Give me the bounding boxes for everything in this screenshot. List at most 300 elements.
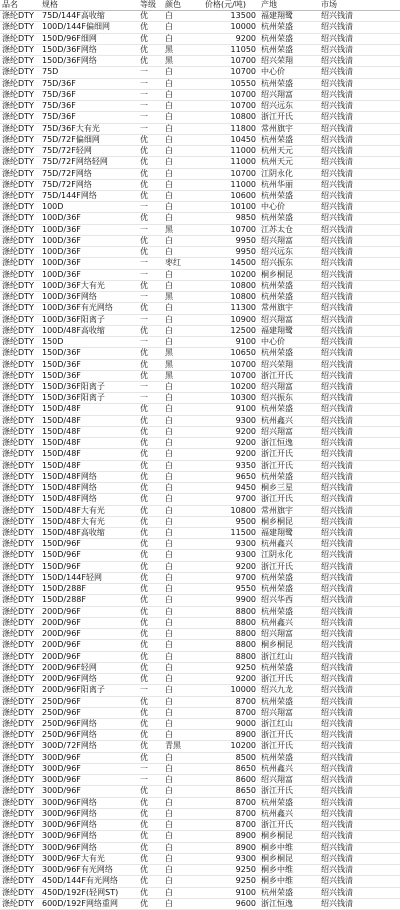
cell-price: 10600 [203,190,259,201]
cell-price: 9450 [203,483,259,494]
table-row [0,483,400,494]
cell-price: 10800 [203,505,259,516]
cell-color: 黑 [163,44,203,55]
header-price: 价格(元/吨) [203,0,259,11]
cell-market: 绍兴钱清 [319,202,400,213]
cell-market: 绍兴钱清 [319,606,400,617]
cell-origin: 绍兴翔富 [259,89,319,100]
cell-grade: 优 [138,11,163,22]
cell-grade: 一 [138,775,163,786]
cell-product: 涤纶DTY [0,303,40,314]
cell-spec: 75D [40,67,138,78]
cell-grade: 优 [138,516,163,527]
table-row [0,146,400,157]
cell-color: 白 [163,325,203,336]
cell-market: 绍兴钱清 [319,438,400,449]
cell-spec: 100D/36F网络 [40,292,138,303]
cell-grade: 优 [138,752,163,763]
cell-product: 涤纶DTY [0,292,40,303]
cell-market: 绍兴钱清 [319,157,400,168]
cell-origin: 杭州荣盛 [259,280,319,291]
cell-spec: 200D/96F [40,606,138,617]
cell-grade: 优 [138,56,163,67]
cell-spec: 100D/36F大有光 [40,280,138,291]
cell-spec: 200D/96F网络 [40,674,138,685]
table-row [0,741,400,752]
cell-origin: 绍兴翔富 [259,314,319,325]
cell-price: 10700 [203,224,259,235]
cell-color: 白 [163,269,203,280]
table-row [0,763,400,774]
cell-grade: 优 [138,842,163,853]
cell-market: 绍兴钱清 [319,449,400,460]
table-row [0,516,400,527]
cell-color: 白 [163,168,203,179]
cell-price: 11000 [203,179,259,190]
cell-spec: 150D/36F阳离子 [40,381,138,392]
cell-grade: 优 [138,730,163,741]
table-row [0,56,400,67]
cell-color: 白 [163,763,203,774]
cell-price: 9000 [203,719,259,730]
table-row [0,550,400,561]
cell-spec: 100D/36F [40,269,138,280]
cell-origin: 桐乡桐昆 [259,640,319,651]
cell-market: 绍兴钱清 [319,528,400,539]
cell-price: 11000 [203,146,259,157]
cell-color: 白 [163,337,203,348]
cell-market: 绍兴钱清 [319,629,400,640]
cell-spec: 75D/36F [40,89,138,100]
cell-market: 绍兴钱清 [319,876,400,887]
table-row [0,247,400,258]
cell-color: 白 [163,674,203,685]
cell-price: 9900 [203,595,259,606]
cell-spec: 300D/96F网络 [40,842,138,853]
cell-spec: 150D/96F [40,539,138,550]
cell-origin: 中心价 [259,337,319,348]
cell-market: 绍兴钱清 [319,808,400,819]
cell-origin: 绍兴九龙 [259,685,319,696]
cell-grade: 一 [138,393,163,404]
cell-spec: 75D/36F [40,78,138,89]
cell-spec: 300D/72F网络 [40,741,138,752]
cell-product: 涤纶DTY [0,528,40,539]
cell-grade: 优 [138,134,163,145]
table-row [0,134,400,145]
cell-product: 涤纶DTY [0,314,40,325]
table-row [0,505,400,516]
table-row [0,213,400,224]
cell-market: 绍兴钱清 [319,393,400,404]
cell-color: 白 [163,146,203,157]
cell-price: 10800 [203,292,259,303]
cell-price: 9300 [203,853,259,864]
table-row [0,853,400,864]
table-row [0,707,400,718]
cell-color: 白 [163,730,203,741]
cell-spec: 150D/48F网络 [40,494,138,505]
cell-color: 白 [163,494,203,505]
cell-grade: 一 [138,123,163,134]
cell-grade: 优 [138,820,163,831]
table-row [0,393,400,404]
cell-spec: 75D/36F [40,101,138,112]
cell-product: 涤纶DTY [0,247,40,258]
cell-product: 涤纶DTY [0,134,40,145]
cell-spec: 250D/96F [40,696,138,707]
table-row [0,179,400,190]
cell-origin: 杭州鑫兴 [259,539,319,550]
cell-color: 白 [163,280,203,291]
cell-price: 10450 [203,134,259,145]
cell-spec: 75D/72F网络 [40,179,138,190]
cell-price: 10700 [203,359,259,370]
cell-price: 9700 [203,494,259,505]
cell-color: 白 [163,426,203,437]
cell-grade: 优 [138,190,163,201]
table-row [0,348,400,359]
cell-origin: 绍兴远东 [259,247,319,258]
cell-product: 涤纶DTY [0,415,40,426]
cell-product: 涤纶DTY [0,190,40,201]
cell-product: 涤纶DTY [0,146,40,157]
cell-origin: 浙江开氏 [259,449,319,460]
cell-grade: 一 [138,763,163,774]
cell-price: 9700 [203,572,259,583]
cell-price: 8900 [203,842,259,853]
cell-grade: 优 [138,359,163,370]
cell-market: 绍兴钱清 [319,752,400,763]
header-spec: 规格 [40,0,138,11]
cell-spec: 100D/36F [40,235,138,246]
cell-product: 涤纶DTY [0,584,40,595]
cell-price: 10800 [203,112,259,123]
cell-spec: 150D/288F [40,584,138,595]
cell-spec: 100D/36F [40,213,138,224]
cell-grade: 优 [138,876,163,887]
cell-grade: 优 [138,325,163,336]
cell-color: 枣红 [163,258,203,269]
cell-price: 11050 [203,44,259,55]
cell-market: 绍兴钱清 [319,550,400,561]
cell-price: 9650 [203,471,259,482]
cell-spec: 250D/96F网络 [40,730,138,741]
cell-price: 9100 [203,337,259,348]
cell-grade: 优 [138,370,163,381]
cell-origin: 福建翔鹭 [259,528,319,539]
cell-product: 涤纶DTY [0,853,40,864]
cell-product: 涤纶DTY [0,797,40,808]
cell-market: 绍兴钱清 [319,33,400,44]
cell-product: 涤纶DTY [0,662,40,673]
cell-spec: 300D/96F网络 [40,808,138,819]
cell-grade: 优 [138,786,163,797]
cell-product: 涤纶DTY [0,707,40,718]
table-row [0,662,400,673]
cell-origin: 绍兴荣翔 [259,359,319,370]
cell-spec: 150D/96F [40,550,138,561]
cell-color: 白 [163,662,203,673]
cell-origin: 绍兴翔富 [259,426,319,437]
cell-origin: 常州旗宇 [259,123,319,134]
cell-origin: 桐乡中维 [259,865,319,876]
cell-product: 涤纶DTY [0,516,40,527]
cell-color: 白 [163,572,203,583]
cell-origin: 绍兴翔富 [259,629,319,640]
cell-market: 绍兴钱清 [319,494,400,505]
cell-product: 涤纶DTY [0,359,40,370]
cell-market: 绍兴钱清 [319,898,400,909]
cell-product: 涤纶DTY [0,471,40,482]
cell-grade: 一 [138,89,163,100]
table-row [0,438,400,449]
cell-price: 9200 [203,449,259,460]
cell-origin: 杭州荣盛 [259,33,319,44]
cell-grade: 优 [138,561,163,572]
cell-spec: 150D/48F [40,438,138,449]
cell-market: 绍兴钱清 [319,786,400,797]
table-row [0,190,400,201]
cell-color: 白 [163,561,203,572]
cell-product: 涤纶DTY [0,719,40,730]
table-row [0,887,400,898]
header-grade: 等级 [138,0,163,11]
cell-market: 绍兴钱清 [319,483,400,494]
cell-origin: 杭州荣盛 [259,78,319,89]
cell-origin: 浙江开氏 [259,786,319,797]
table-row [0,426,400,437]
cell-price: 10000 [203,685,259,696]
cell-market: 绍兴钱清 [319,865,400,876]
cell-price: 14500 [203,258,259,269]
table-row [0,561,400,572]
cell-origin: 桐乡桐昆 [259,269,319,280]
cell-origin: 杭州荣盛 [259,134,319,145]
cell-market: 绍兴钱清 [319,224,400,235]
cell-grade: 优 [138,44,163,55]
table-row [0,865,400,876]
cell-origin: 杭州荣盛 [259,887,319,898]
cell-color: 黑 [163,348,203,359]
cell-spec: 450D/192F(轻网ST) [40,887,138,898]
cell-price: 9100 [203,887,259,898]
cell-grade: 优 [138,471,163,482]
cell-market: 绍兴钱清 [319,101,400,112]
cell-market: 绍兴钱清 [319,640,400,651]
table-row [0,730,400,741]
cell-grade: 优 [138,348,163,359]
cell-color: 白 [163,842,203,853]
cell-market: 绍兴钱清 [319,22,400,33]
cell-product: 涤纶DTY [0,685,40,696]
cell-grade: 优 [138,808,163,819]
cell-color: 白 [163,123,203,134]
cell-grade: 优 [138,483,163,494]
cell-product: 涤纶DTY [0,202,40,213]
cell-origin: 杭州荣盛 [259,44,319,55]
table-row [0,719,400,730]
cell-price: 8800 [203,629,259,640]
table-row [0,898,400,909]
cell-price: 8500 [203,752,259,763]
cell-price: 10200 [203,269,259,280]
cell-spec: 150D/36F网络 [40,56,138,67]
cell-color: 白 [163,752,203,763]
cell-origin: 杭州华丽 [259,179,319,190]
cell-price: 10700 [203,168,259,179]
cell-spec: 100D/36F [40,224,138,235]
cell-price: 10900 [203,314,259,325]
cell-spec: 150D/96F细网 [40,33,138,44]
cell-spec: 150D/144F轻网 [40,572,138,583]
cell-price: 8700 [203,707,259,718]
cell-price: 9200 [203,33,259,44]
cell-color: 白 [163,438,203,449]
header-row [0,0,400,11]
cell-color: 白 [163,887,203,898]
table-row [0,415,400,426]
cell-color: 白 [163,685,203,696]
table-row [0,370,400,381]
cell-market: 绍兴钱清 [319,426,400,437]
cell-price: 9100 [203,404,259,415]
cell-market: 绍兴钱清 [319,471,400,482]
cell-spec: 75D/144F网络 [40,190,138,201]
cell-grade: 优 [138,550,163,561]
cell-grade: 优 [138,595,163,606]
cell-price: 8700 [203,808,259,819]
cell-spec: 100D [40,202,138,213]
cell-product: 涤纶DTY [0,696,40,707]
table-row [0,112,400,123]
table-row [0,404,400,415]
cell-origin: 杭州荣盛 [259,22,319,33]
cell-origin: 杭州荣盛 [259,190,319,201]
cell-origin: 绍兴翔富 [259,775,319,786]
cell-grade: 优 [138,415,163,426]
cell-product: 涤纶DTY [0,78,40,89]
cell-grade: 优 [138,146,163,157]
cell-origin: 杭州荣盛 [259,606,319,617]
cell-grade: 优 [138,853,163,864]
cell-color: 白 [163,134,203,145]
cell-market: 绍兴钱清 [319,730,400,741]
cell-market: 绍兴钱清 [319,415,400,426]
cell-market: 绍兴钱清 [319,887,400,898]
cell-color: 白 [163,393,203,404]
cell-product: 涤纶DTY [0,730,40,741]
table-row [0,539,400,550]
cell-product: 涤纶DTY [0,89,40,100]
table-row [0,224,400,235]
cell-color: 白 [163,404,203,415]
cell-price: 11000 [203,157,259,168]
cell-spec: 150D/48F [40,449,138,460]
cell-spec: 200D/96F [40,617,138,628]
cell-spec: 450D/144F有光网络 [40,876,138,887]
cell-origin: 桐乡桐昆 [259,516,319,527]
table-row [0,584,400,595]
cell-spec: 200D/96F轻网 [40,662,138,673]
cell-origin: 杭州荣盛 [259,213,319,224]
table-row [0,22,400,33]
cell-product: 涤纶DTY [0,269,40,280]
cell-market: 绍兴钱清 [319,381,400,392]
table-row [0,471,400,482]
cell-color: 白 [163,247,203,258]
cell-product: 涤纶DTY [0,572,40,583]
cell-price: 9550 [203,584,259,595]
cell-origin: 福建翔鹭 [259,325,319,336]
cell-grade: 优 [138,640,163,651]
cell-origin: 绍兴华西 [259,595,319,606]
cell-product: 涤纶DTY [0,179,40,190]
table-row [0,202,400,213]
table-row [0,449,400,460]
cell-spec: 75D/72F网络轻网 [40,157,138,168]
cell-origin: 绍兴远东 [259,101,319,112]
table-row [0,528,400,539]
cell-product: 涤纶DTY [0,460,40,471]
cell-origin: 浙江开氏 [259,741,319,752]
cell-color: 白 [163,898,203,909]
cell-spec: 300D/96F网络 [40,831,138,842]
cell-spec: 150D/48F网络 [40,483,138,494]
cell-price: 9250 [203,876,259,887]
cell-grade: 优 [138,494,163,505]
table-row [0,572,400,583]
cell-spec: 300D/96F [40,775,138,786]
cell-product: 涤纶DTY [0,494,40,505]
cell-price: 8700 [203,696,259,707]
table-row [0,685,400,696]
cell-spec: 300D/96F大有光 [40,853,138,864]
cell-spec: 300D/96F [40,752,138,763]
cell-color: 白 [163,78,203,89]
cell-color: 白 [163,595,203,606]
table-row [0,89,400,100]
cell-grade: 优 [138,528,163,539]
cell-grade: 优 [138,865,163,876]
cell-origin: 江阴永化 [259,168,319,179]
cell-spec: 150D/48F [40,460,138,471]
cell-price: 10700 [203,67,259,78]
cell-price: 10100 [203,202,259,213]
cell-spec: 150D/36F [40,359,138,370]
cell-color: 白 [163,550,203,561]
cell-origin: 杭州鑫兴 [259,808,319,819]
cell-origin: 浙江开氏 [259,674,319,685]
cell-color: 白 [163,213,203,224]
cell-product: 涤纶DTY [0,595,40,606]
cell-origin: 杭州荣盛 [259,696,319,707]
cell-origin: 浙江开氏 [259,494,319,505]
cell-market: 绍兴钱清 [319,662,400,673]
cell-origin: 杭州天元 [259,146,319,157]
cell-origin: 杭州荣盛 [259,404,319,415]
cell-grade: 一 [138,269,163,280]
cell-grade: 一 [138,78,163,89]
header-product: 品名 [0,0,40,11]
table-row [0,640,400,651]
table-row [0,752,400,763]
cell-product: 涤纶DTY [0,808,40,819]
cell-origin: 常州旗宇 [259,303,319,314]
cell-price: 10800 [203,280,259,291]
cell-product: 涤纶DTY [0,235,40,246]
cell-market: 绍兴钱清 [319,584,400,595]
